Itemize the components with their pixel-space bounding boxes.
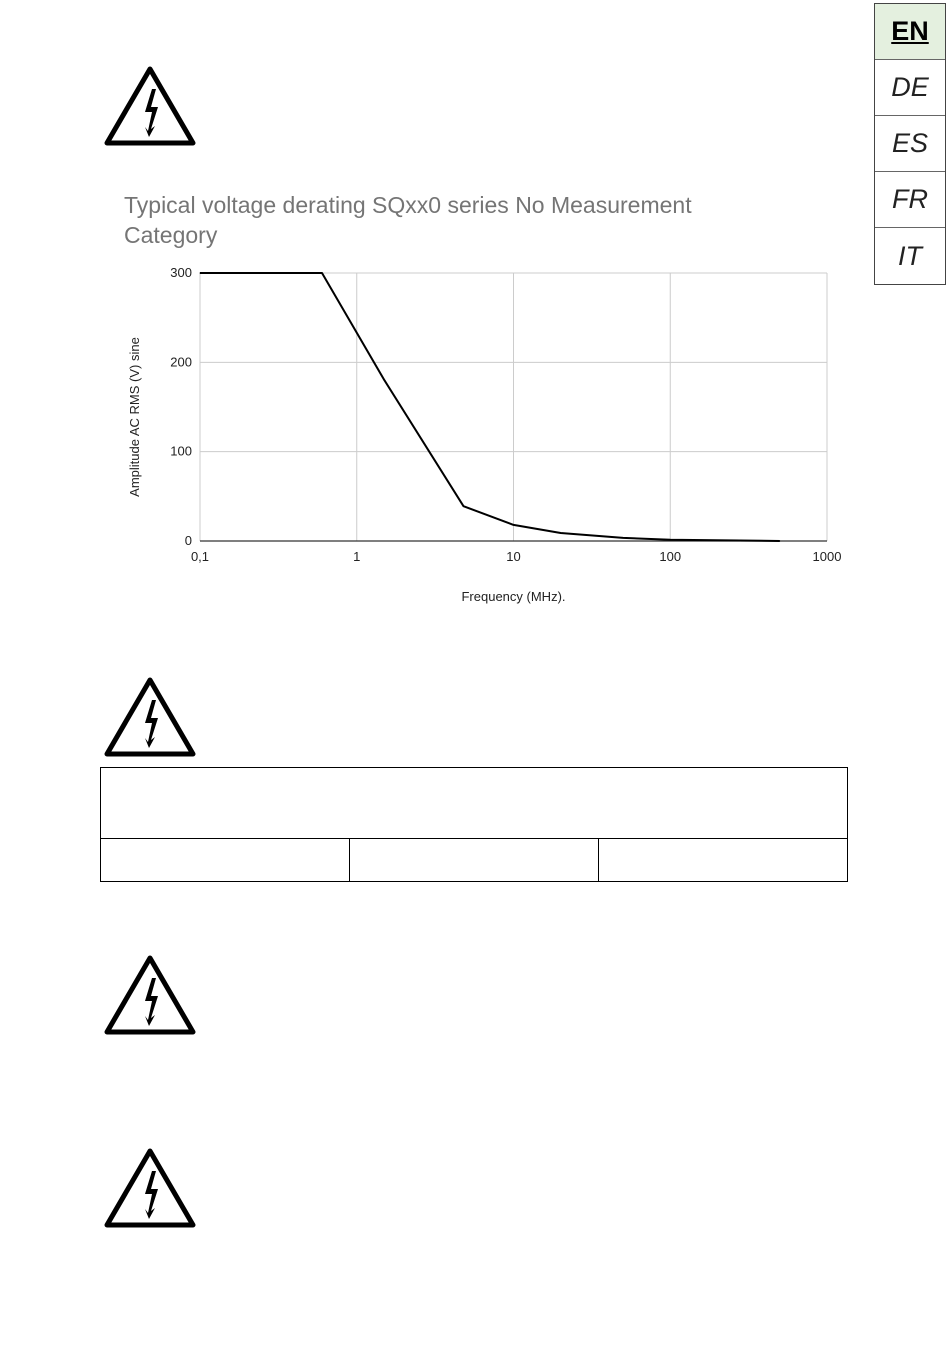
tab-es[interactable]: ES [875,116,945,172]
data-point [670,539,671,540]
x-tick-label: 0,1 [190,549,210,564]
data-point [463,506,464,507]
high-voltage-warning-icon [103,1147,197,1229]
x-axis-label: Frequency (MHz). [461,589,566,604]
x-tick-label: 1 [353,549,361,564]
x-tick-label: 10 [506,549,521,564]
high-voltage-warning-icon [103,676,197,758]
x-tick-label: 1000 [812,549,842,564]
data-point [623,537,624,538]
data-point [384,380,385,381]
table-cell [101,839,350,882]
y-axis-label: Amplitude AC RMS (V) sine [127,337,142,497]
y-tick-label: 300 [170,265,192,280]
data-point [321,273,322,274]
y-tick-label: 200 [170,354,192,370]
table-cell [350,839,599,882]
data-point [779,541,780,542]
voltage-derating-chart [100,255,860,615]
y-tick-label: 100 [170,443,192,459]
x-tick-label: 100 [659,549,682,564]
y-tick-label: 0 [184,533,192,548]
table-header-cell [101,768,848,839]
series-line [200,273,780,541]
tab-de[interactable]: DE [875,60,945,116]
tab-fr[interactable]: FR [875,172,945,228]
high-voltage-warning-icon [103,65,197,147]
data-point [513,524,514,525]
language-tabs [874,3,946,285]
data-point [200,273,201,274]
tab-en[interactable]: EN [875,4,945,60]
high-voltage-warning-icon [103,954,197,1036]
chart-title: Typical voltage derating SQxx0 series No Measurement Category [124,192,692,248]
table-cell [599,839,848,882]
tab-it[interactable]: IT [898,240,922,271]
blank-table [100,767,848,882]
data-point [560,532,561,533]
